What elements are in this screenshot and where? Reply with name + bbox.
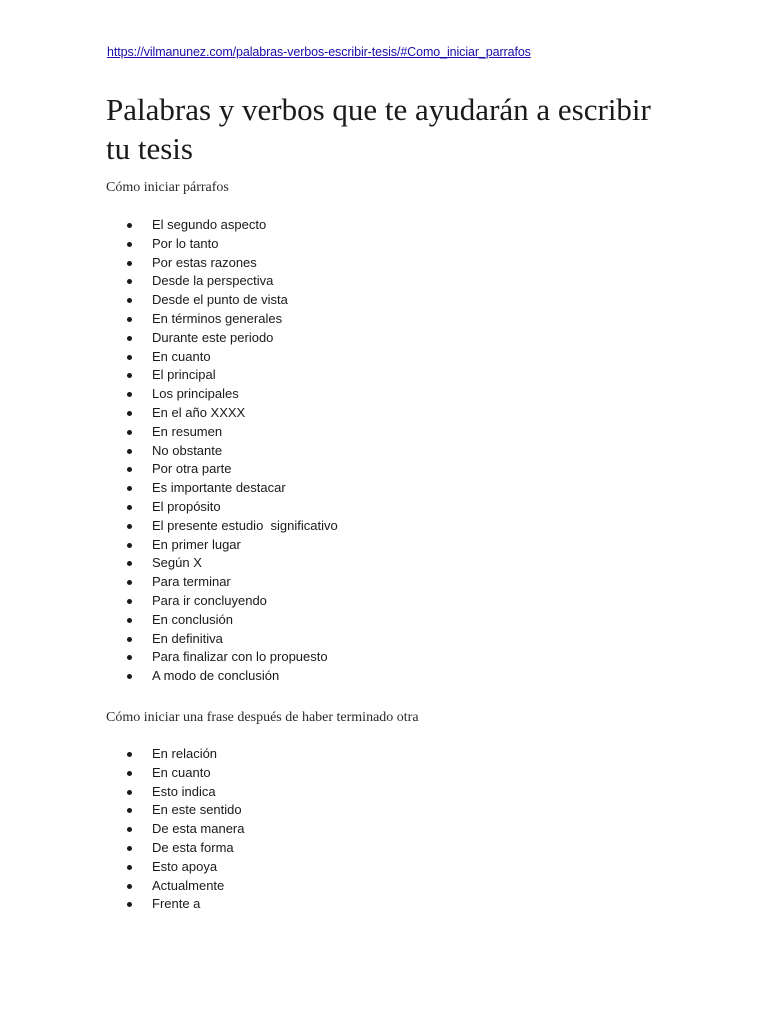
bullet-icon bbox=[127, 674, 132, 679]
list-item-text: En este sentido bbox=[152, 802, 242, 818]
list-item bbox=[0, 858, 768, 877]
list-item bbox=[0, 839, 768, 858]
bullet-icon bbox=[127, 279, 132, 284]
list-item bbox=[0, 442, 768, 461]
list-item bbox=[0, 404, 768, 423]
list-item bbox=[0, 630, 768, 649]
bullet-icon bbox=[127, 336, 132, 341]
list-item-text: Desde el punto de vista bbox=[152, 292, 288, 308]
bullet-icon bbox=[127, 637, 132, 642]
list-item-text: Esto apoya bbox=[152, 858, 218, 874]
list-item bbox=[0, 460, 768, 479]
list-item bbox=[0, 517, 768, 536]
bullet-icon bbox=[127, 561, 132, 566]
list-item bbox=[0, 648, 768, 667]
list-item bbox=[0, 291, 768, 310]
list-item bbox=[0, 783, 768, 802]
bullet-icon bbox=[127, 752, 132, 757]
list-item-text: En resumen bbox=[152, 423, 223, 439]
bullet-icon bbox=[127, 771, 132, 776]
bullet-icon bbox=[127, 430, 132, 435]
list-item bbox=[0, 895, 768, 914]
bullet-list-iniciar-parrafos bbox=[0, 216, 768, 686]
section-heading-iniciar-parrafos: Cómo iniciar párrafos bbox=[106, 180, 229, 195]
list-item-text: El presente estudio significativo bbox=[152, 517, 338, 533]
bullet-icon bbox=[127, 505, 132, 510]
list-item bbox=[0, 385, 768, 404]
bullet-icon bbox=[127, 884, 132, 889]
list-item bbox=[0, 272, 768, 291]
bullet-icon bbox=[127, 373, 132, 378]
list-item bbox=[0, 254, 768, 273]
bullet-icon bbox=[127, 618, 132, 623]
list-item bbox=[0, 820, 768, 839]
list-item-text: Para finalizar con lo propuesto bbox=[152, 649, 328, 665]
list-item-text: Frente a bbox=[152, 896, 201, 912]
list-item bbox=[0, 536, 768, 555]
bullet-icon bbox=[127, 524, 132, 529]
list-item bbox=[0, 745, 768, 764]
list-item-text: En definitiva bbox=[152, 630, 223, 646]
bullet-icon bbox=[127, 655, 132, 660]
list-item-text: Por lo tanto bbox=[152, 235, 219, 251]
list-item-text: En términos generales bbox=[152, 310, 283, 326]
bullet-icon bbox=[127, 599, 132, 604]
list-item bbox=[0, 235, 768, 254]
list-item bbox=[0, 554, 768, 573]
list-item-text: De esta manera bbox=[152, 821, 245, 837]
bullet-icon bbox=[127, 902, 132, 907]
bullet-list-iniciar-frase bbox=[0, 745, 768, 914]
bullet-icon bbox=[127, 261, 132, 266]
bullet-icon bbox=[127, 543, 132, 548]
list-item bbox=[0, 764, 768, 783]
list-item bbox=[0, 310, 768, 329]
list-item-text: Por estas razones bbox=[152, 254, 257, 270]
list-item-text: De esta forma bbox=[152, 839, 234, 855]
bullet-icon bbox=[127, 223, 132, 228]
bullet-icon bbox=[127, 317, 132, 322]
list-item-text: Para terminar bbox=[152, 574, 231, 590]
list-item bbox=[0, 498, 768, 517]
list-item-text: El segundo aspecto bbox=[152, 217, 267, 232]
list-item-text: En el año XXXX bbox=[152, 404, 246, 420]
list-item-text: Actualmente bbox=[152, 877, 225, 893]
list-item bbox=[0, 801, 768, 820]
bullet-icon bbox=[127, 580, 132, 585]
list-item-text: Desde la perspectiva bbox=[152, 273, 274, 289]
list-item-text: El propósito bbox=[152, 498, 221, 514]
list-item-text: En conclusión bbox=[152, 611, 233, 627]
list-item-text: Según X bbox=[152, 555, 202, 571]
section-heading-iniciar-frase: Cómo iniciar una frase después de haber terminado otra bbox=[106, 710, 419, 725]
list-item-text: Durante este periodo bbox=[152, 329, 274, 345]
list-item bbox=[0, 348, 768, 367]
list-item-text: Esto indica bbox=[152, 783, 216, 799]
bullet-icon bbox=[127, 355, 132, 360]
source-url-link[interactable]: https://vilmanunez.com/palabras-verbos-escribir-tesis/#Como_iniciar_parrafos bbox=[107, 45, 531, 59]
list-item bbox=[0, 573, 768, 592]
list-item bbox=[0, 667, 768, 686]
bullet-icon bbox=[127, 449, 132, 454]
list-item bbox=[0, 592, 768, 611]
list-item-text: Por otra parte bbox=[152, 461, 232, 477]
list-item-text: No obstante bbox=[152, 442, 223, 458]
document-title: Palabras y verbos que te ayudarán a escribir tu tesis bbox=[106, 92, 651, 166]
list-item-text: En cuanto bbox=[152, 764, 211, 780]
list-item bbox=[0, 877, 768, 896]
list-item-text: Es importante destacar bbox=[152, 480, 286, 496]
bullet-icon bbox=[127, 467, 132, 472]
list-item bbox=[0, 366, 768, 385]
list-item bbox=[0, 216, 768, 235]
list-item-text: En cuanto bbox=[152, 348, 211, 364]
list-item bbox=[0, 329, 768, 348]
list-item-text: A modo de conclusión bbox=[152, 668, 280, 684]
bullet-icon bbox=[127, 790, 132, 795]
list-item bbox=[0, 423, 768, 442]
bullet-icon bbox=[127, 846, 132, 851]
list-item-text: En primer lugar bbox=[152, 536, 241, 552]
bullet-icon bbox=[127, 298, 132, 303]
bullet-icon bbox=[127, 242, 132, 247]
bullet-icon bbox=[127, 808, 132, 813]
bullet-icon bbox=[127, 865, 132, 870]
list-item bbox=[0, 611, 768, 630]
list-item-text: En relación bbox=[152, 746, 218, 761]
bullet-icon bbox=[127, 392, 132, 397]
list-item-text: El principal bbox=[152, 367, 216, 383]
list-item-text: Los principales bbox=[152, 386, 239, 402]
bullet-icon bbox=[127, 827, 132, 832]
bullet-icon bbox=[127, 411, 132, 416]
list-item-text: Para ir concluyendo bbox=[152, 592, 267, 608]
list-item bbox=[0, 479, 768, 498]
bullet-icon bbox=[127, 486, 132, 491]
